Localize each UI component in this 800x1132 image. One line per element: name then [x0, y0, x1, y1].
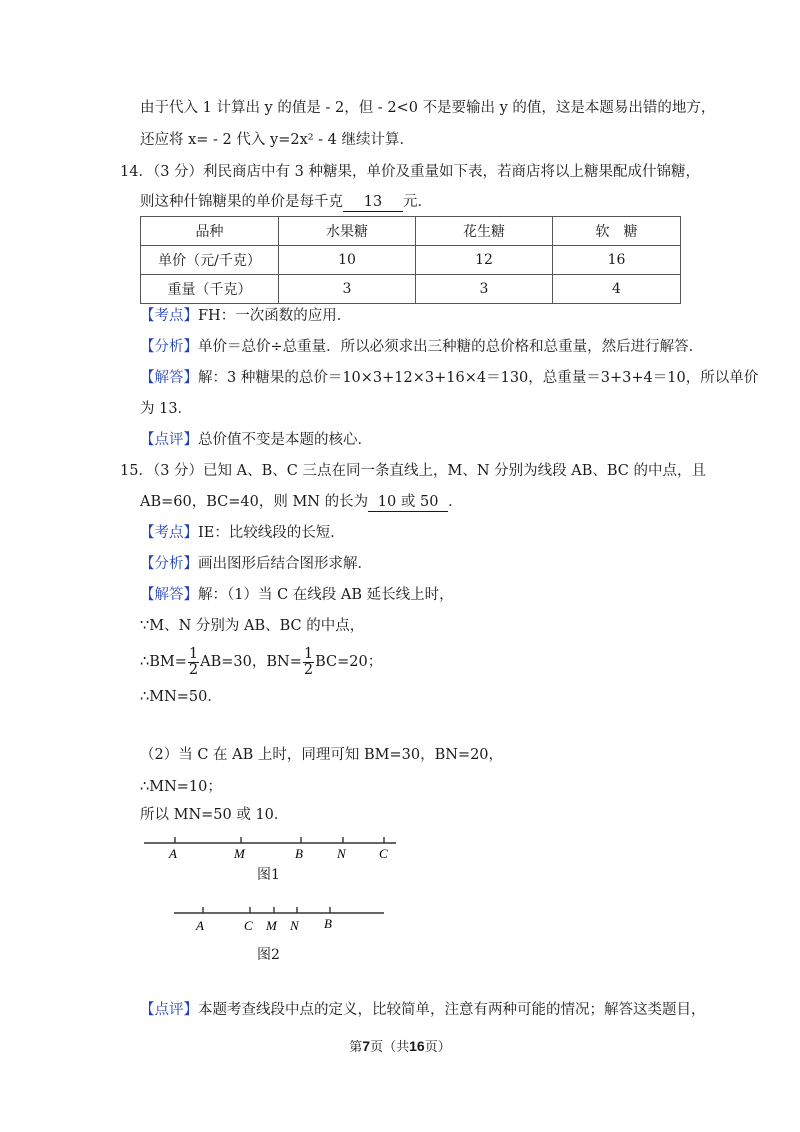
jieda-tag: 【解答】 [140, 587, 198, 603]
table-header-cell: 水果糖 [279, 217, 416, 246]
point-label-m: M [266, 918, 277, 933]
table-header-cell: 软 糖 [553, 217, 681, 246]
point-label-m: M [234, 846, 245, 861]
table-cell: 3 [279, 275, 416, 304]
fraction-denominator: 2 [188, 661, 199, 678]
footer-post: 页） [424, 1040, 451, 1055]
fenxi-tag: 【分析】 [140, 556, 198, 572]
jieda-text: 解：（1）当 C 在线段 AB 延长线上时， [198, 587, 454, 603]
q14-stem-line-2 [140, 192, 432, 212]
fraction-numerator: 1 [303, 645, 314, 662]
point-label-n: N [337, 846, 346, 861]
fenxi-text: 单价＝总价÷总重量．所以必须求出三种糖的总价格和总重量，然后进行解答． [198, 339, 704, 355]
point-label-a: A [196, 918, 204, 933]
point-label-b: B [324, 916, 332, 931]
table-header-cell: 花生糖 [416, 217, 553, 246]
figure-1-caption: 图1 [257, 867, 280, 883]
figure-1-line-diagram [140, 832, 400, 862]
fenxi-text: 画出图形后结合图形求解． [198, 556, 372, 572]
q15-step-6: 所以 MN=50 或 10． [140, 807, 289, 823]
dianping-tag: 【点评】 [140, 432, 198, 448]
q14-answer: 13 [343, 193, 403, 212]
q15-step-2 [140, 646, 382, 678]
prev-line-2: 还应将 x= - 2 代入 y=2x² - 4 继续计算． [140, 132, 415, 148]
table-row [141, 275, 681, 304]
q14-dianping [140, 430, 372, 450]
dianping-tag: 【点评】 [140, 1002, 198, 1018]
fraction-denominator: 2 [303, 661, 314, 678]
dianping-text: 本题考查线段中点的定义，比较简单，注意有两种可能的情况；解答这类题目， [198, 1002, 706, 1018]
q15-dianping [140, 1000, 706, 1020]
step2-part-a: ∴BM= [140, 654, 187, 670]
table-cell: 3 [416, 275, 553, 304]
q15-answer: 10 或 50 [368, 493, 448, 512]
fraction-half [303, 647, 314, 678]
q15-kaodian [140, 523, 345, 543]
table-row [141, 246, 681, 275]
point-label-n: N [290, 918, 299, 933]
table-cell: 10 [279, 246, 416, 275]
figure-2-caption: 图2 [257, 947, 280, 963]
kaodian-tag: 【考点】 [140, 308, 198, 324]
q14-stem-pre: 则这种什锦糖果的单价是每千克 [140, 194, 343, 210]
jieda-text: 解：3 种糖果的总价＝10×3+12×3+16×4＝130，总重量＝3+3+4＝10，所以单价 [198, 370, 759, 386]
table-cell: 单价（元/千克） [141, 246, 279, 275]
q15-step-4: （2）当 C 在 AB 上时，同理可知 BM=30，BN=20， [140, 747, 504, 763]
table-cell: 重量（千克） [141, 275, 279, 304]
q14-stem-line-1: 14．（3 分）利民商店中有 3 种糖果，单价及重量如下表，若商店将以上糖果配成什锦糖， [120, 164, 700, 180]
point-label-c: C [244, 918, 253, 933]
q14-fenxi [140, 337, 703, 357]
q15-step-1: ∵M、N 分别为 AB、BC 的中点， [140, 618, 365, 634]
table-header-row [141, 217, 681, 246]
table-cell: 16 [553, 246, 681, 275]
page-number: 7 [362, 1038, 371, 1054]
q15-fenxi [140, 554, 372, 574]
q14-kaodian [140, 306, 351, 326]
step2-part-c: BC=20； [315, 654, 383, 670]
figure-2-line-diagram [170, 902, 390, 934]
point-label-a: A [169, 846, 177, 861]
page-total: 16 [409, 1038, 425, 1054]
kaodian-text: IE：比较线段的长短． [198, 525, 345, 541]
fenxi-tag: 【分析】 [140, 339, 198, 355]
page-footer [0, 1036, 800, 1055]
footer-mid: 页（共 [370, 1040, 410, 1055]
step2-part-b: AB=30，BN= [200, 654, 302, 670]
candy-table [140, 216, 681, 304]
table-cell: 12 [416, 246, 553, 275]
prev-line-1: 由于代入 1 计算出 y 的值是 - 2，但 - 2<0 不是要输出 y 的值，这是本题易出错的地方， [140, 100, 716, 116]
point-label-c: C [379, 846, 388, 861]
kaodian-text: FH：一次函数的应用． [198, 308, 352, 324]
q15-step-3: ∴MN=50． [140, 689, 222, 705]
q15-stem-post: ． [448, 494, 463, 510]
table-cell: 4 [553, 275, 681, 304]
fraction-half [188, 647, 199, 678]
footer-pre: 第 [349, 1040, 363, 1055]
q14-jieda [140, 368, 758, 388]
q15-stem-pre: AB=60，BC=40，则 MN 的长为 [140, 494, 369, 510]
point-label-b: B [295, 846, 303, 861]
q15-stem-line-1: 15．（3 分）已知 A、B、C 三点在同一条直线上，M、N 分别为线段 AB、BC 的中点，且 [120, 463, 706, 479]
q15-step-5: ∴MN=10； [140, 779, 222, 795]
fraction-numerator: 1 [188, 645, 199, 662]
q14-stem-post: 元． [403, 194, 432, 210]
q14-jieda-line-2: 为 13． [140, 401, 193, 417]
jieda-tag: 【解答】 [140, 370, 198, 386]
table-header-cell: 品种 [141, 217, 279, 246]
q15-jieda [140, 585, 454, 605]
kaodian-tag: 【考点】 [140, 525, 198, 541]
dianping-text: 总价值不变是本题的核心． [198, 432, 372, 448]
q15-stem-line-2 [140, 492, 463, 512]
